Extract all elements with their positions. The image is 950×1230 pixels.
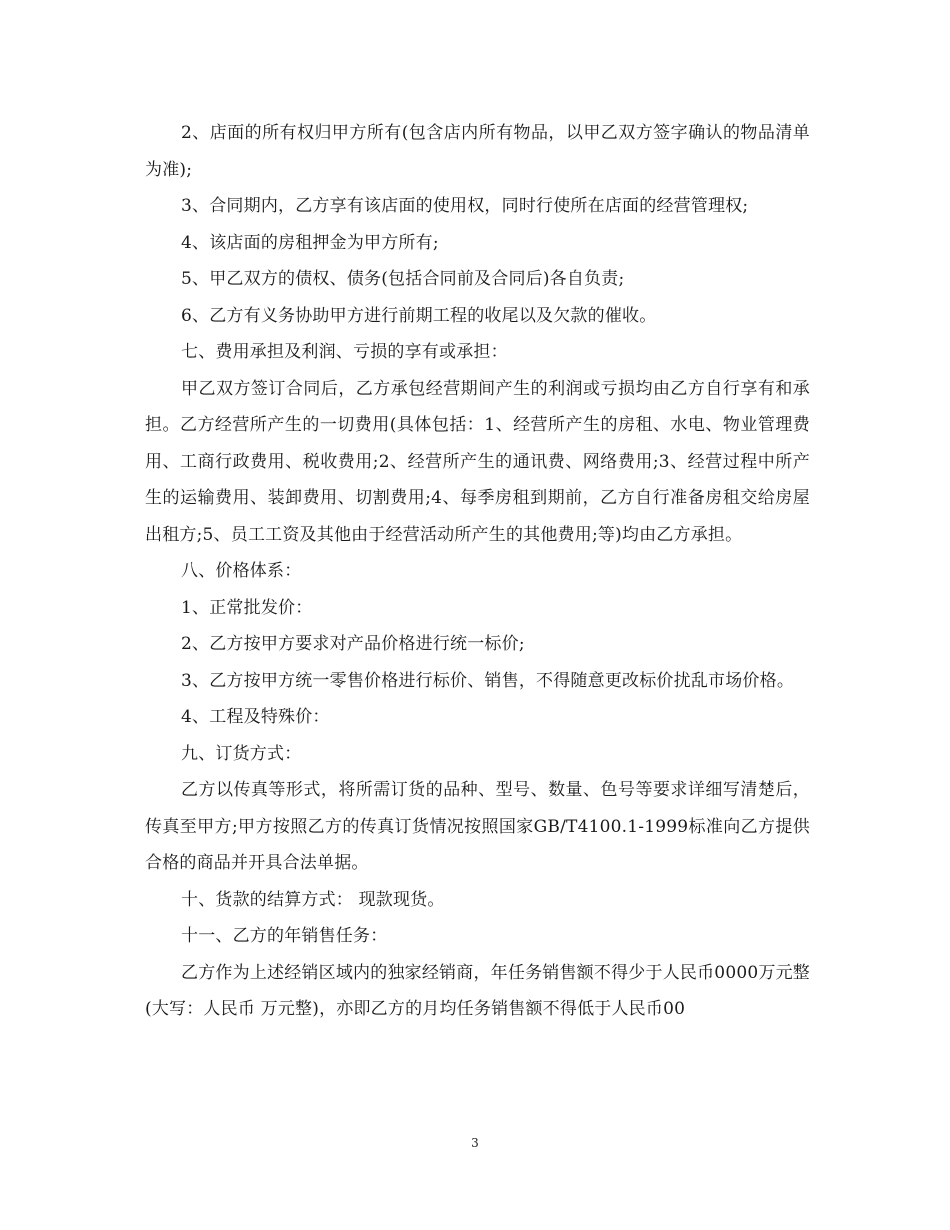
section-heading-9: 九、订货方式： bbox=[181, 743, 302, 764]
paragraph-price-1: 1、正常批发价： bbox=[181, 597, 313, 618]
paragraph-clause-2: 2、店面的所有权归甲方所有(包含店内所有物品，以甲乙双方签字确认的物品清单为准); bbox=[145, 123, 810, 180]
paragraph-clause-6: 6、乙方有义务协助甲方进行前期工程的收尾以及欠款的催收。 bbox=[181, 305, 657, 326]
paragraph-price-2: 2、乙方按甲方要求对产品价格进行统一标价; bbox=[181, 634, 525, 654]
section-heading-11: 十一、乙方的年销售任务： bbox=[181, 926, 388, 946]
page-number: 3 bbox=[471, 1136, 479, 1150]
paragraph-ordering: 乙方以传真等形式，将所需订货的品种、型号、数量、色号等要求详细写清楚后，传真至甲方;甲方按照乙方的传真订货情况按照国家GB/T4100.1-1999标准向乙方提供合格的商品并开具合法单据。 bbox=[145, 780, 810, 873]
section-heading-10: 十、货款的结算方式： 现款现货。 bbox=[181, 889, 445, 910]
paragraph-price-4: 4、工程及特殊价： bbox=[181, 707, 330, 727]
document-body bbox=[145, 115, 810, 1028]
paragraph-clause-5: 5、甲乙双方的债权、债务(包括合同前及合同后)各自负责; bbox=[181, 269, 625, 289]
paragraph-clause-3: 3、合同期内，乙方享有该店面的使用权，同时行使所在店面的经营管理权; bbox=[181, 196, 749, 216]
paragraph-annual-sales: 乙方作为上述经销区域内的独家经销商，年任务销售额不得少于人民币0000万元整(大写：人民币 万元整)，亦即乙方的月均任务销售额不得低于人民币00 bbox=[145, 962, 810, 1019]
paragraph-price-3: 3、乙方按甲方统一零售价格进行标价、销售，不得随意更改标价扰乱市场价格。 bbox=[181, 670, 795, 691]
paragraph-cost-sharing: 甲乙双方签订合同后，乙方承包经营期间产生的利润或亏损均由乙方自行享有和承担。乙方经营所产生的一切费用(具体包括：1、经营所产生的房租、水电、物业管理费用、工商行政费用、税收费用;2、经营所产生的通讯费、网络费用;3、经营过程中所产生的运输费用、装卸费用、切割费用;4、每季房租到期前，乙方自行准备房租交给房屋出租方;5、员工工资及其他由于经营活动所产生的其他费用;等)均由乙方承担。 bbox=[145, 378, 810, 545]
paragraph-clause-4: 4、该店面的房租押金为甲方所有; bbox=[181, 232, 439, 253]
section-heading-7: 七、费用承担及利润、亏损的享有或承担： bbox=[181, 342, 508, 362]
section-heading-8: 八、价格体系： bbox=[181, 561, 302, 581]
